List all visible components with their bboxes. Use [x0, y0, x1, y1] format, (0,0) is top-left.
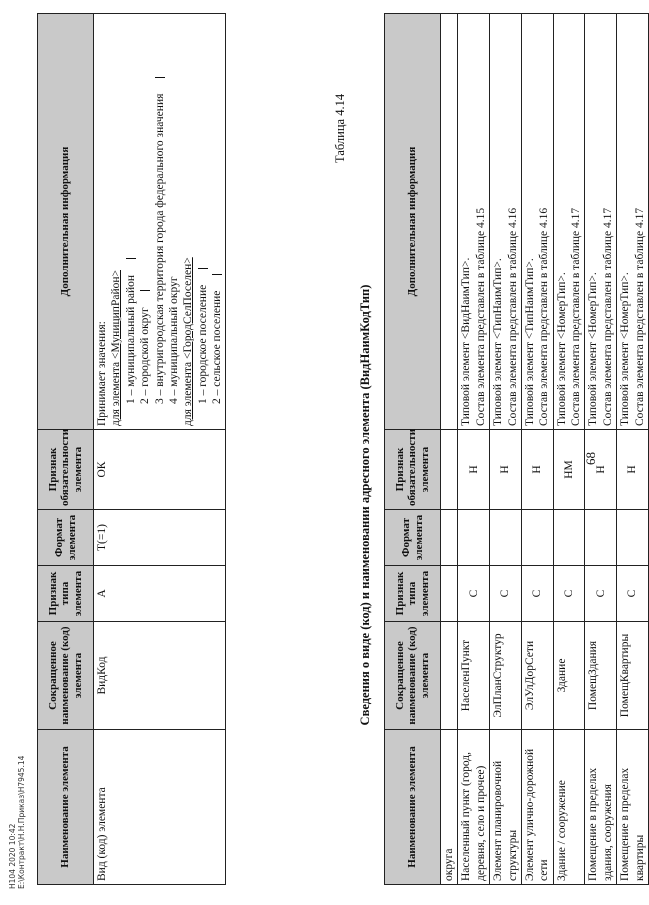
- element-name: Населенный пункт (город, деревня, село и прочее): [458, 730, 490, 885]
- element-required: Н: [490, 430, 522, 510]
- info-line: Состав элемента представлен в таблице 4.17: [601, 207, 614, 426]
- element-format: [553, 510, 585, 566]
- element-info: [521, 14, 553, 430]
- element-type: А: [94, 566, 226, 622]
- element-info: [553, 14, 585, 430]
- header-format: Формат элемента: [385, 510, 441, 566]
- info-line: Типовой элемент <НомерТип>.: [619, 272, 632, 426]
- header-required-flag: Признак обязательности элемента: [385, 430, 441, 510]
- element-required: ОК: [94, 430, 226, 510]
- file-path-footer: [8, 756, 26, 889]
- element-format: [458, 510, 490, 566]
- element-required: НМ: [553, 430, 585, 510]
- header-short-code: Сокращенное наименование (код) элемента: [38, 622, 94, 730]
- element-required: Н: [521, 430, 553, 510]
- header-element-name: Наименование элемента: [38, 730, 94, 885]
- element-code: ПомещЗдания: [585, 622, 617, 730]
- element-name: Элемент улично-дорожной сети: [521, 730, 553, 885]
- list-item: 3 – внутригородская территория города федерального значения: [153, 17, 167, 426]
- element-name: Здание / сооружение: [553, 730, 585, 885]
- table-row: [458, 14, 490, 885]
- table-row: [585, 14, 617, 885]
- header-type-flag: Признак типа элемента: [385, 566, 441, 622]
- info-line: Типовой элемент <ТипНаимТип>.: [523, 258, 536, 426]
- page-number: 68: [583, 452, 598, 465]
- header-additional-info: Дополнительная информация: [38, 14, 94, 430]
- element-name: Помещение в пределах здания, сооружения: [585, 730, 617, 885]
- info-line: Типовой элемент <ВидНаимТип>.: [460, 257, 473, 426]
- element-format: [521, 510, 553, 566]
- info-line: Состав элемента представлен в таблице 4.16: [538, 207, 551, 426]
- table-caption: Таблица 4.14: [333, 93, 347, 163]
- table1-header-row: [385, 14, 441, 885]
- continuation-cell: округа: [441, 730, 458, 885]
- header-short-code: Сокращенное наименование (код) элемента: [385, 622, 441, 730]
- footer-line: Е:\Контракт\Н.Н.Приказ\Н7945.14: [17, 755, 26, 889]
- elements-table-continued: [384, 13, 649, 885]
- header-additional-info: Дополнительная информация: [385, 14, 441, 430]
- element-type: С: [458, 566, 490, 622]
- list-item: 1 – муниципальный район: [124, 17, 138, 426]
- info-line: Состав элемента представлен в таблице 4.16: [506, 207, 519, 426]
- header-type-flag: Признак типа элемента: [38, 566, 94, 622]
- element-name: Помещение в пределах квартиры: [617, 730, 649, 885]
- element-type: С: [585, 566, 617, 622]
- header-element-name: Наименование элемента: [385, 730, 441, 885]
- header-format: Формат элемента: [38, 510, 94, 566]
- info-line: Состав элемента представлен в таблице 4.17: [570, 207, 582, 426]
- element-required: Н: [458, 430, 490, 510]
- table-row: [490, 14, 522, 885]
- element-code: ВидКод: [94, 622, 226, 730]
- element-code: НаселенПункт: [458, 622, 490, 730]
- list-item: 2 – городской округ: [138, 17, 152, 426]
- list-item: 4 – муниципальный округ: [167, 276, 180, 404]
- header-required-flag: Признак обязательности элемента: [38, 430, 94, 510]
- table2-header-row: [38, 14, 94, 885]
- element-required: Н: [585, 430, 617, 510]
- info-line: Типовой элемент <ТипНаимТип>.: [492, 258, 505, 426]
- address-element-type-table: [37, 13, 226, 885]
- element-type: С: [617, 566, 649, 622]
- footer-line: Н104 2020 10:42: [8, 823, 17, 889]
- element-format: [617, 510, 649, 566]
- element-name: Вид (код) элемента: [94, 730, 226, 885]
- element-code: ЭлУлДорСети: [521, 622, 553, 730]
- info-line: Типовой элемент <НомерТип>.: [555, 272, 568, 426]
- element-required: Н: [617, 430, 649, 510]
- table-title: Сведения о виде (код) и наименовании адресного элемента (ВидНаимКодТип): [358, 284, 372, 726]
- element-info: [617, 14, 649, 430]
- list-item: 1 – городское поселение: [196, 17, 210, 426]
- info-line: Типовой элемент <НомерТип>.: [587, 272, 600, 426]
- element-format: T(=1): [94, 510, 226, 566]
- element-info: [585, 14, 617, 430]
- table-row: [553, 14, 585, 885]
- info-line: Состав элемента представлен в таблице 4.17: [633, 207, 646, 426]
- element-format: [585, 510, 617, 566]
- info-line: Состав элемента представлен в таблице 4.15: [474, 207, 487, 426]
- element-info: [490, 14, 522, 430]
- element-type: С: [490, 566, 522, 622]
- table-row: [94, 14, 226, 885]
- element-code: ПомещКвартиры: [617, 622, 649, 730]
- element-info: [94, 14, 226, 430]
- list-item: 2 – сельское поселение: [210, 17, 224, 426]
- table-row: [617, 14, 649, 885]
- group-header-municipal-district: для элемента <МуниципРайон>: [110, 270, 123, 426]
- element-info: [458, 14, 490, 430]
- element-name: Элемент планировочной структуры: [490, 730, 522, 885]
- group-header-settlement: для элемента <ГородСелПоселен>: [182, 257, 195, 426]
- element-code: Здание: [553, 622, 585, 730]
- element-type: С: [521, 566, 553, 622]
- element-type: С: [553, 566, 585, 622]
- info-intro: Принимает значения:: [96, 321, 108, 426]
- element-format: [490, 510, 522, 566]
- element-code: ЭлПланСтруктур: [490, 622, 522, 730]
- table-row: [521, 14, 553, 885]
- table-row: [441, 14, 458, 885]
